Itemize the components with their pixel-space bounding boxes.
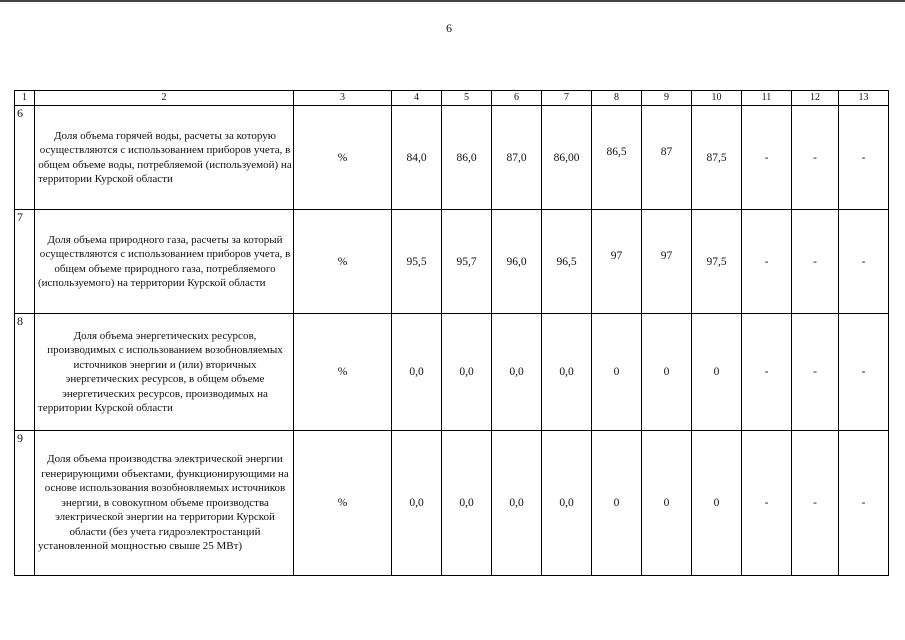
indicator-description: Доля объема энергетических ресурсов, производимых с использованием возобновляемых источников энергии и (или) вторичных энергетических ресурсов, в общем объеме энергетических ресурсов, производимых на территории Курской области [35,314,294,431]
value-cell: 0 [592,314,642,431]
unit-cell: % [294,431,392,576]
value-text: 97 [610,249,623,262]
value-cell: 86,0 [442,106,492,210]
value-cell: 0,0 [542,314,592,431]
column-number: 9 [642,91,692,106]
value-cell: - [742,106,792,210]
indicator-description: Доля объема природного газа, расчеты за который осуществляются с использованием приборов учета, в общем объеме природного газа, потребляемого (используемого) на территории Курской области [35,210,294,314]
unit-cell: % [294,314,392,431]
value-cell: 0 [642,314,692,431]
value-cell: 0,0 [442,431,492,576]
indicator-description: Доля объема горячей воды, расчеты за которую осуществляются с использованием приборов учета, в общем объеме воды, потребляемой (используемой) на территории Курской области [35,106,294,210]
indicators-table [14,90,889,576]
column-number: 10 [692,91,742,106]
value-cell: 0 [592,431,642,576]
value-cell: 0,0 [442,314,492,431]
value-cell: 84,0 [392,106,442,210]
value-cell: 95,5 [392,210,442,314]
row-number: 7 [15,210,35,314]
value-cell: 0,0 [392,431,442,576]
row-number: 8 [15,314,35,431]
value-cell: - [742,431,792,576]
value-cell: - [839,106,889,210]
column-number: 13 [839,91,889,106]
value-text: 97 [660,249,673,262]
value-cell [592,210,642,314]
value-cell: 87,0 [492,106,542,210]
value-cell: 96,5 [542,210,592,314]
value-cell: 0,0 [492,431,542,576]
indicator-description: Доля объема производства электрической энергии генерирующими объектами, функционирующими на основе использования возобновляемых источников энергии, в совокупном объеме производства электрической энергии на территории Курской области (без учета гидроэлектростанций установленной мощностью свыше 25 МВт) [35,431,294,576]
column-number: 6 [492,91,542,106]
value-cell: 0,0 [492,314,542,431]
column-number: 12 [792,91,839,106]
column-number-row [15,91,889,106]
value-cell: - [792,106,839,210]
row-number: 9 [15,431,35,576]
value-cell: 97,5 [692,210,742,314]
table-row [15,314,889,431]
page-top-edge [0,0,905,2]
page-number: 6 [446,21,452,35]
value-cell: - [792,431,839,576]
unit-cell: % [294,106,392,210]
column-number: 5 [442,91,492,106]
value-cell [642,106,692,210]
column-number: 3 [294,91,392,106]
value-cell: 87,5 [692,106,742,210]
value-cell: - [792,210,839,314]
value-cell: 0,0 [392,314,442,431]
column-number: 11 [742,91,792,106]
value-cell: 0 [692,314,742,431]
value-cell: 86,00 [542,106,592,210]
column-number: 7 [542,91,592,106]
value-cell [592,106,642,210]
value-cell: - [839,431,889,576]
column-number: 4 [392,91,442,106]
column-number: 8 [592,91,642,106]
value-cell: - [742,314,792,431]
unit-cell: % [294,210,392,314]
value-cell: - [839,314,889,431]
value-cell: 95,7 [442,210,492,314]
value-cell: 0 [692,431,742,576]
value-text: 86,5 [606,145,627,158]
value-cell: 0 [642,431,692,576]
column-number: 1 [15,91,35,106]
value-cell: - [742,210,792,314]
value-cell: 0,0 [542,431,592,576]
value-cell: 96,0 [492,210,542,314]
row-number: 6 [15,106,35,210]
column-number: 2 [35,91,294,106]
table-row [15,106,889,210]
value-cell: - [839,210,889,314]
value-text: 87 [660,145,673,158]
value-cell [642,210,692,314]
value-cell: - [792,314,839,431]
table-row [15,431,889,576]
table-row [15,210,889,314]
